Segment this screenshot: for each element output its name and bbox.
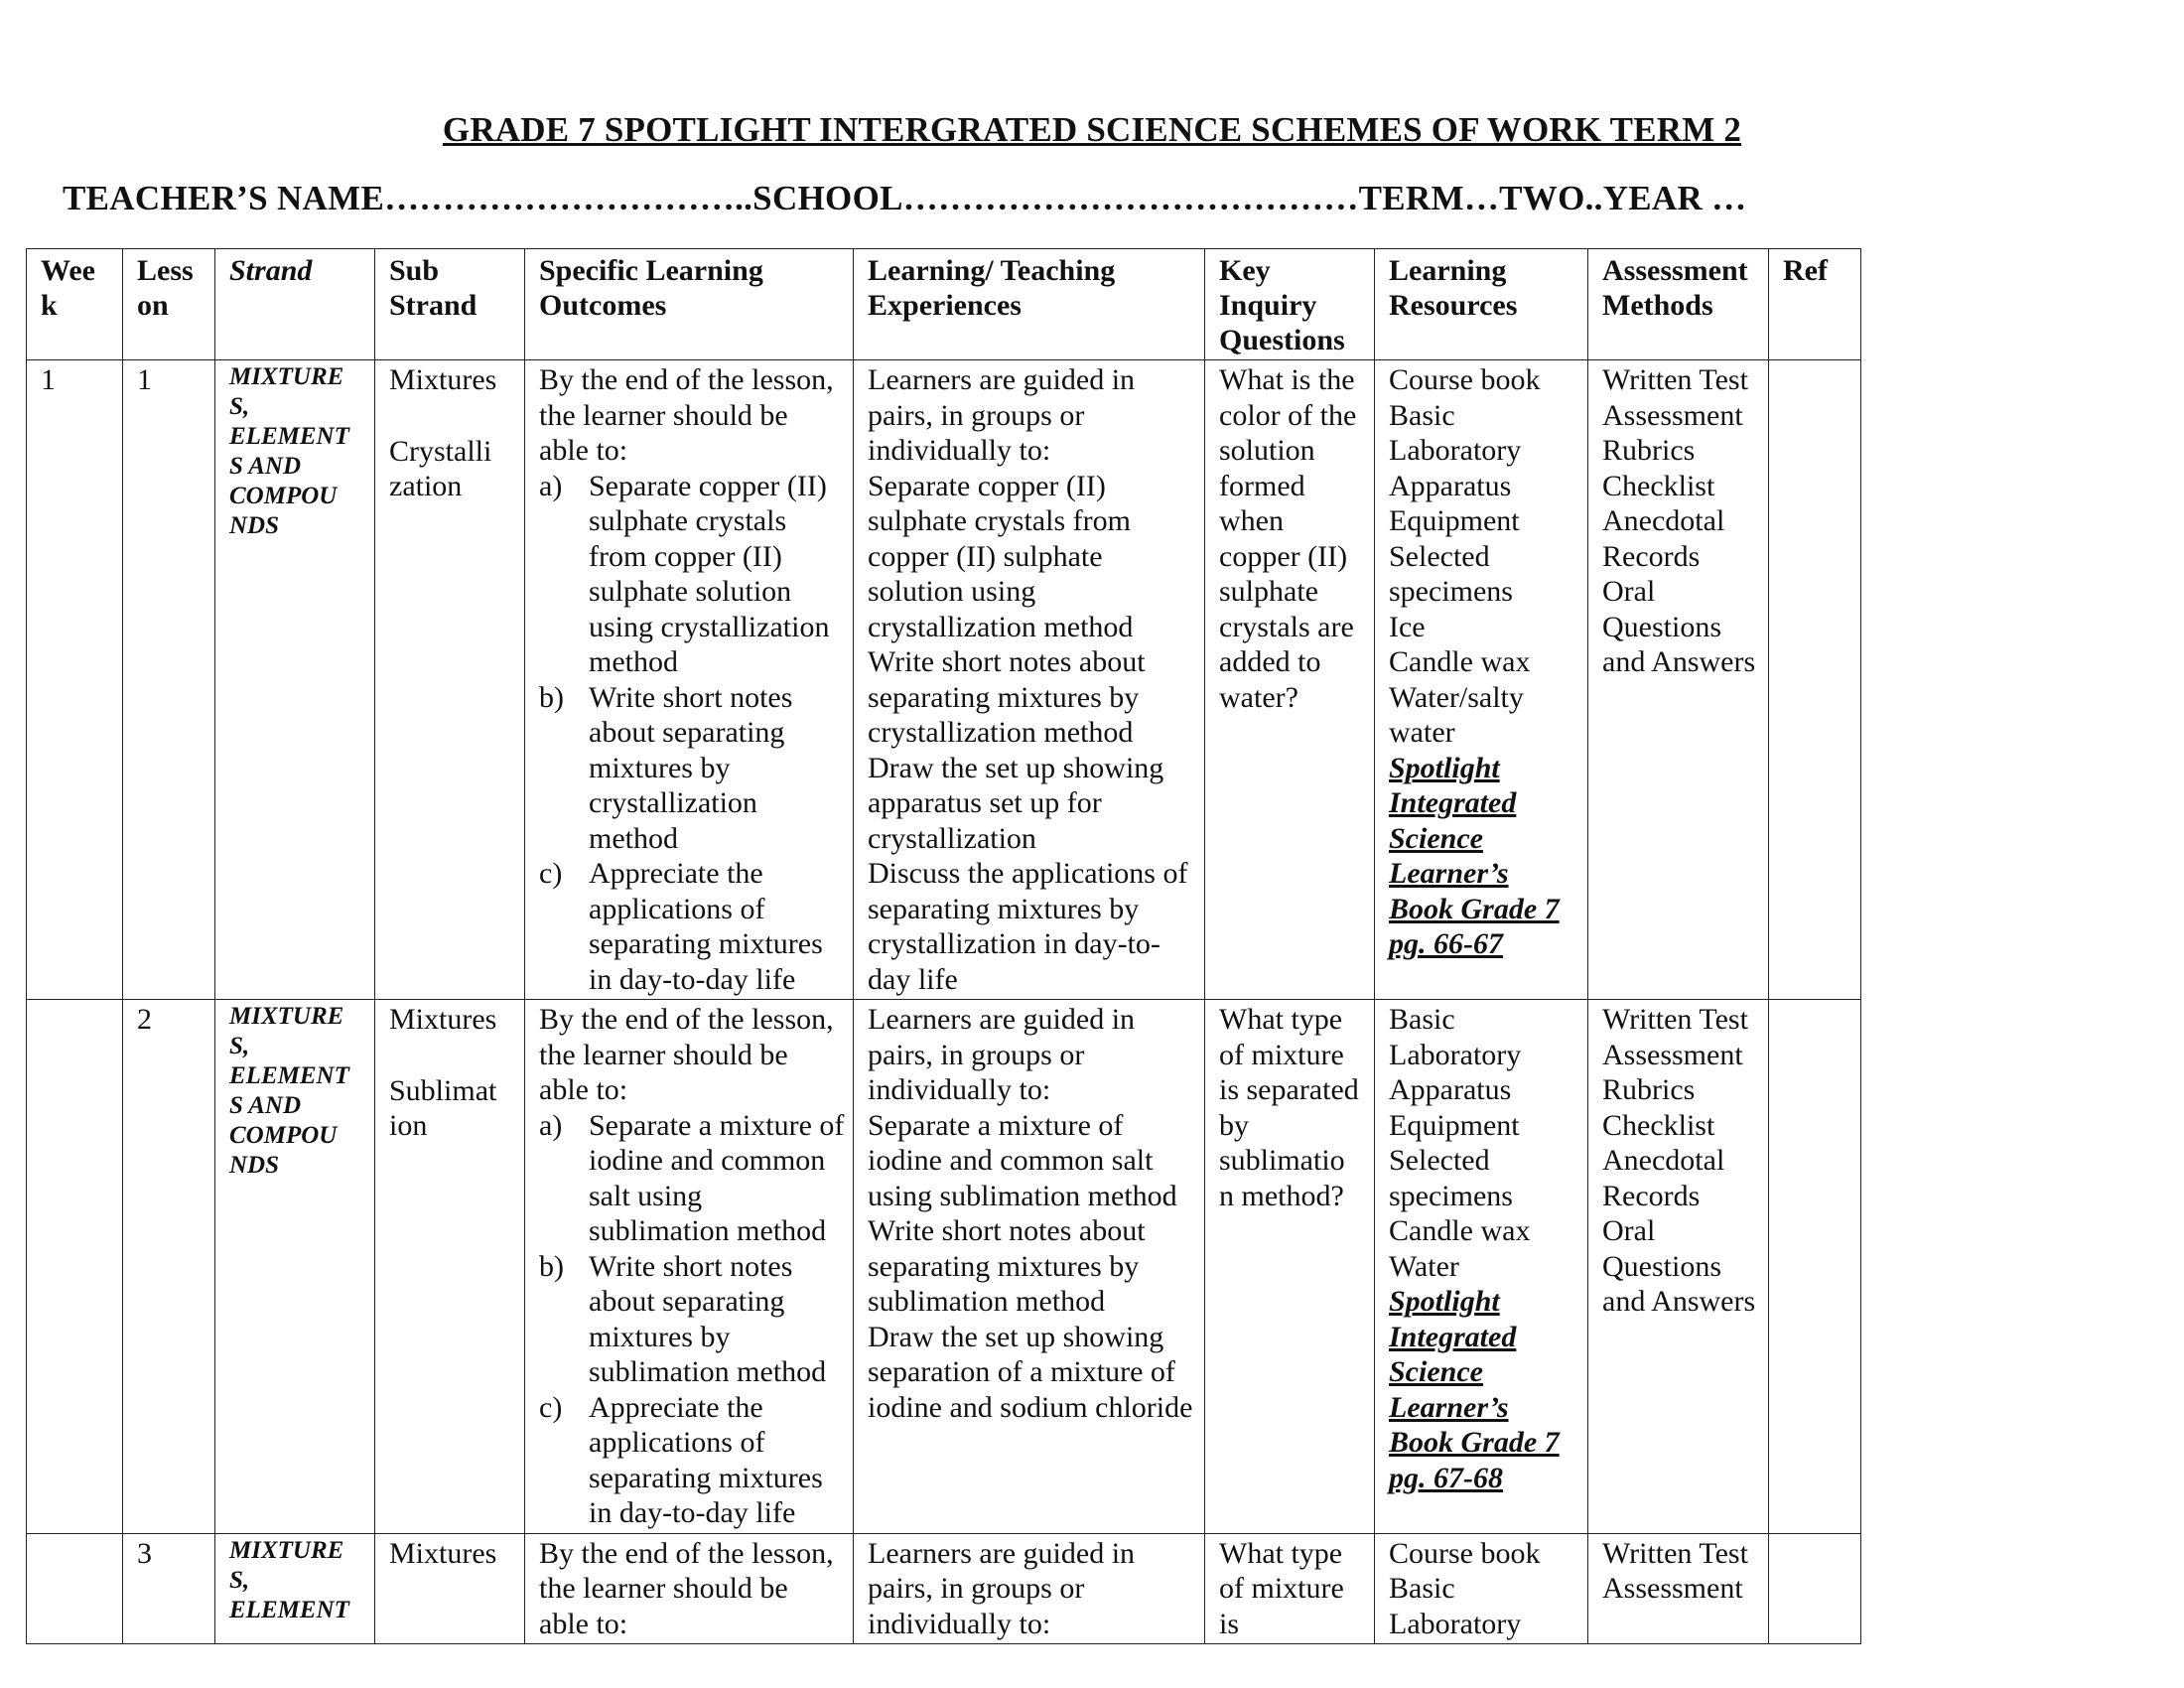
header-lesson: Less on	[123, 249, 215, 360]
list-item	[539, 1108, 845, 1249]
strand-cell: MIXTURE S, ELEMENT S AND COMPOU NDS	[215, 1000, 375, 1534]
resource-item: Water/salty water	[1389, 680, 1524, 749]
experience-item: Discuss the applications of separating mixtures by crystallization in day-to-day life	[868, 857, 1188, 996]
outcome-text: Separate a mixture of iodine and common salt using sublimation method	[589, 1108, 845, 1247]
list-item	[539, 680, 845, 857]
book-reference: Spotlight Integrated Science Learner’s Book Grade 7 pg. 67-68	[1389, 1285, 1560, 1494]
experience-item: Write short notes about separating mixtures by crystallization method	[868, 645, 1146, 749]
week-cell	[27, 1000, 123, 1534]
experiences-cell	[854, 360, 1205, 1000]
resource-item: Course book	[1389, 1536, 1541, 1570]
experience-item: Draw the set up showing separation of a mixture of iodine and sodium chloride	[868, 1320, 1193, 1424]
header-week: Wee k	[27, 249, 123, 360]
resource-item: Candle wax	[1389, 1214, 1531, 1247]
outcomes-cell	[525, 360, 854, 1000]
outcomes-cell: By the end of the lesson, the learner should be able to:	[525, 1533, 854, 1644]
assessment-cell: Written Test Assessment Rubrics Checklist Anecdotal Records Oral Questions and Answers	[1588, 1000, 1769, 1534]
sub-strand-cell: Mixtures	[375, 1533, 525, 1644]
sub-strand-cell	[375, 1000, 525, 1534]
question-cell: What is the color of the solution formed when copper (II) sulphate crystals are added to water?	[1205, 360, 1375, 1000]
experience-item: Learners are guided in pairs, in groups or individually to:	[868, 363, 1136, 467]
teacher-school-term-line: TEACHER’S NAME…………………………..SCHOOL…………………………………TERM…TWO..YEAR …	[63, 179, 1747, 217]
resource-item: Water	[1389, 1249, 1459, 1283]
sub-strand-cell	[375, 360, 525, 1000]
table-header-row	[27, 249, 1861, 360]
question-cell: What type of mixture is	[1205, 1533, 1375, 1644]
lesson-cell: 1	[123, 360, 215, 1000]
table-row	[27, 1000, 1861, 1534]
outcomes-cell	[525, 1000, 854, 1534]
header-experiences: Learning/ Teaching Experiences	[854, 249, 1205, 360]
week-cell	[27, 1533, 123, 1644]
resource-item: Ice	[1389, 610, 1426, 643]
experience-item: Write short notes about separating mixtures by sublimation method	[868, 1214, 1146, 1318]
experiences-cell: Learners are guided in pairs, in groups or individually to:	[854, 1533, 1205, 1644]
header-outcomes: Specific Learning Outcomes	[525, 249, 854, 360]
outcome-label: c)	[539, 857, 563, 890]
header-strand: Strand	[215, 249, 375, 360]
sub-strand: Mixtures	[389, 1003, 497, 1036]
header-assessment: Assessment Methods	[1588, 249, 1769, 360]
lesson-cell: 2	[123, 1000, 215, 1534]
assessment-cell: Written Test Assessment Rubrics Checklist Anecdotal Records Oral Questions and Answers	[1588, 360, 1769, 1000]
outcomes-list	[539, 1108, 845, 1531]
header-sub-strand: Sub Strand	[375, 249, 525, 360]
resources-cell	[1375, 1533, 1588, 1644]
list-item	[539, 469, 845, 680]
strand-cell: MIXTURE S, ELEMENT S AND COMPOU NDS	[215, 360, 375, 1000]
outcome-text: Separate copper (II) sulphate crystals from copper (II) sulphate solution using crystallization method	[589, 469, 830, 678]
resource-item: Selected specimens	[1389, 539, 1513, 608]
resources-cell	[1375, 360, 1588, 1000]
book-reference: Spotlight Integrated Science Learner’s Book Grade 7 pg. 66-67	[1389, 751, 1560, 960]
resource-item: Selected specimens	[1389, 1144, 1513, 1212]
assessment-cell: Written Test Assessment	[1588, 1533, 1769, 1644]
resource-item: Course book	[1389, 363, 1541, 396]
ref-cell	[1769, 1533, 1861, 1644]
list-item	[539, 1390, 845, 1531]
header-ref: Ref	[1769, 249, 1861, 360]
outcomes-intro: By the end of the lesson, the learner should be able to:	[539, 1003, 834, 1106]
experience-item: Separate copper (II) sulphate crystals from copper (II) sulphate solution using crystallization method	[868, 469, 1134, 643]
resource-item: Basic Laboratory	[1389, 1572, 1522, 1640]
outcome-text: Appreciate the applications of separating mixtures in day-to-day life	[589, 1390, 823, 1529]
header-resources: Learning Resources	[1375, 249, 1588, 360]
sub-strand-topic: Crystalli zation	[389, 434, 492, 502]
resource-item: Basic Laboratory Apparatus	[1389, 398, 1522, 502]
resource-item: Equipment	[1389, 1108, 1520, 1142]
outcome-label: b)	[539, 680, 564, 714]
experience-item: Draw the set up showing apparatus set up for crystallization	[868, 751, 1164, 855]
list-item	[539, 1249, 845, 1390]
sub-strand: Mixtures	[389, 363, 497, 396]
outcome-label: a)	[539, 469, 563, 502]
sub-strand-topic: Sublimat ion	[389, 1073, 497, 1142]
outcome-text: Write short notes about separating mixtures by crystallization method	[589, 680, 793, 855]
ref-cell	[1769, 1000, 1861, 1534]
list-item	[539, 856, 845, 997]
table-row	[27, 1533, 1861, 1644]
outcome-label: c)	[539, 1390, 563, 1424]
outcome-label: b)	[539, 1249, 564, 1283]
outcomes-list	[539, 469, 845, 998]
header-questions: Key Inquiry Questions	[1205, 249, 1375, 360]
week-cell: 1	[27, 360, 123, 1000]
resource-item: Equipment	[1389, 504, 1520, 537]
strand-cell: MIXTURE S, ELEMENT	[215, 1533, 375, 1644]
outcome-text: Appreciate the applications of separating mixtures in day-to-day life	[589, 857, 823, 996]
experience-item: Separate a mixture of iodine and common salt using sublimation method	[868, 1108, 1177, 1212]
lesson-cell: 3	[123, 1533, 215, 1644]
experiences-cell	[854, 1000, 1205, 1534]
table-row	[27, 360, 1861, 1000]
schemes-of-work-table	[26, 248, 1861, 1644]
resource-item: Basic Laboratory Apparatus	[1389, 1003, 1522, 1106]
resource-item: Candle wax	[1389, 645, 1531, 678]
ref-cell	[1769, 360, 1861, 1000]
experience-item: Learners are guided in pairs, in groups or individually to:	[868, 1003, 1136, 1106]
outcome-label: a)	[539, 1108, 563, 1142]
question-cell: What type of mixture is separated by sublimatio n method?	[1205, 1000, 1375, 1534]
resources-cell	[1375, 1000, 1588, 1534]
outcomes-intro: By the end of the lesson, the learner should be able to:	[539, 363, 834, 467]
document-title: GRADE 7 SPOTLIGHT INTERGRATED SCIENCE SCHEMES OF WORK TERM 2	[442, 110, 1742, 149]
outcome-text: Write short notes about separating mixtures by sublimation method	[589, 1249, 827, 1388]
